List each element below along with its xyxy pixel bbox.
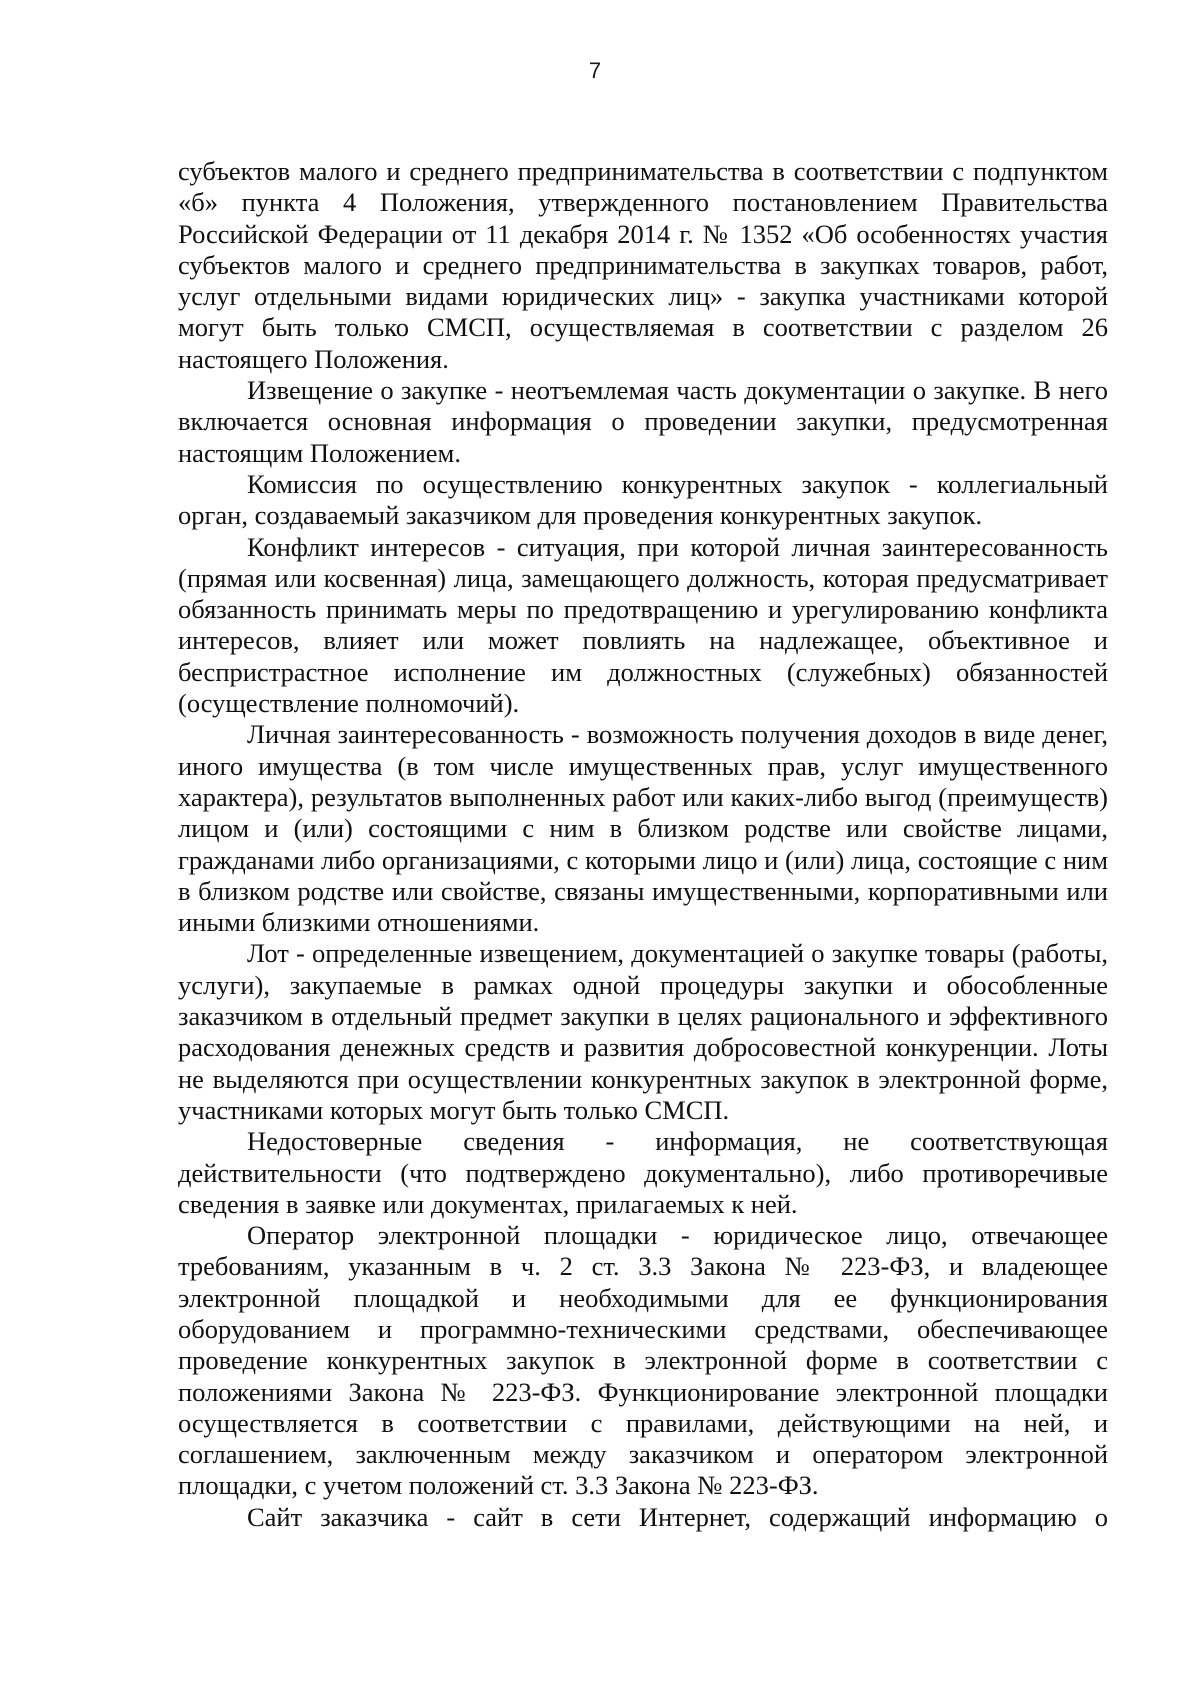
paragraph-operator: Оператор электронной площадки - юридическое лицо, отвечающее требованиям, указанным в ч. 2 ст. 3.3 Закона № 223-ФЗ, и владеющее электронной площадкой и необходимыми для ее функционирования оборудованием и программно-техническими средствами, обеспечивающее проведение конкурентных закупок в электронной форме в соответствии с положениями Закона № 223-ФЗ. Функционирование электронной площадки осуществляется в соответствии с правилами, действующими на ней, и соглашением, заключенным между заказчиком и оператором электронной площадки, с учетом положений ст. 3.3 Закона № 223-ФЗ. — [178, 1220, 1108, 1501]
document-body — [178, 156, 1108, 1533]
paragraph-izveshchenie: Извещение о закупке - неотъемлемая часть документации о закупке. В него включается основная информация о проведении закупки, предусмотренная настоящим Положением. — [178, 375, 1108, 468]
paragraph-lot: Лот - определенные извещением, документацией о закупке товары (работы, услуги), закупаемые в рамках одной процедуры закупки и обособленные заказчиком в отдельный предмет закупки в целях рационального и эффективного расходования денежных средств и развития добросовестной конкуренции. Лоты не выделяются при осуществлении конкурентных закупок в электронной форме, участниками которых могут быть только СМСП. — [178, 938, 1108, 1125]
paragraph-konflikt-interesov: Конфликт интересов - ситуация, при которой личная заинтересованность (прямая или косвенная) лица, замещающего должность, которая предусматривает обязанность принимать меры по предотвращению и урегулированию конфликта интересов, влияет или может повлиять на надлежащее, объективное и беспристрастное исполнение им должностных (служебных) обязанностей (осуществление полномочий). — [178, 531, 1108, 719]
paragraph-lichnaya-zainteresovannost: Личная заинтересованность - возможность получения доходов в виде денег, иного имущества (в том числе имущественных прав, услуг имущественного характера), результатов выполненных работ или каких-либо выгод (преимуществ) лицом и (или) состоящими с ним в близком родстве или свойстве лицами, гражданами либо организациями, с которыми лицо и (или) лица, состоящие с ним в близком родстве или свойстве, связаны имущественными, корпоративными или иными близкими отношениями. — [178, 719, 1108, 938]
paragraph-smsp-continuation: субъектов малого и среднего предпринимательства в соответствии с подпунктом «б» пункта 4 Положения, утвержденного постановлением Правительства Российской Федерации от 11 декабря 2014 г. № 1352 «Об особенностях участия субъектов малого и среднего предпринимательства в закупках товаров, работ, услуг отдельными видами юридических лиц» - закупка участниками которой могут быть только СМСП, осуществляемая в соответствии с разделом 26 настоящего Положения. — [178, 156, 1108, 374]
paragraph-komissiya: Комиссия по осуществлению конкурентных закупок - коллегиальный орган, создаваемый заказчиком для проведения конкурентных закупок. — [178, 468, 1108, 531]
paragraph-nedostovernye-svedeniya: Недостоверные сведения - информация, не соответствующая действительности (что подтверждено документально), либо противоречивые сведения в заявке или документах, прилагаемых к ней. — [178, 1126, 1108, 1219]
page-number: 7 — [588, 58, 602, 83]
paragraph-sait-zakazchika: Сайт заказчика - сайт в сети Интернет, содержащий информацию о — [247, 1501, 1108, 1532]
